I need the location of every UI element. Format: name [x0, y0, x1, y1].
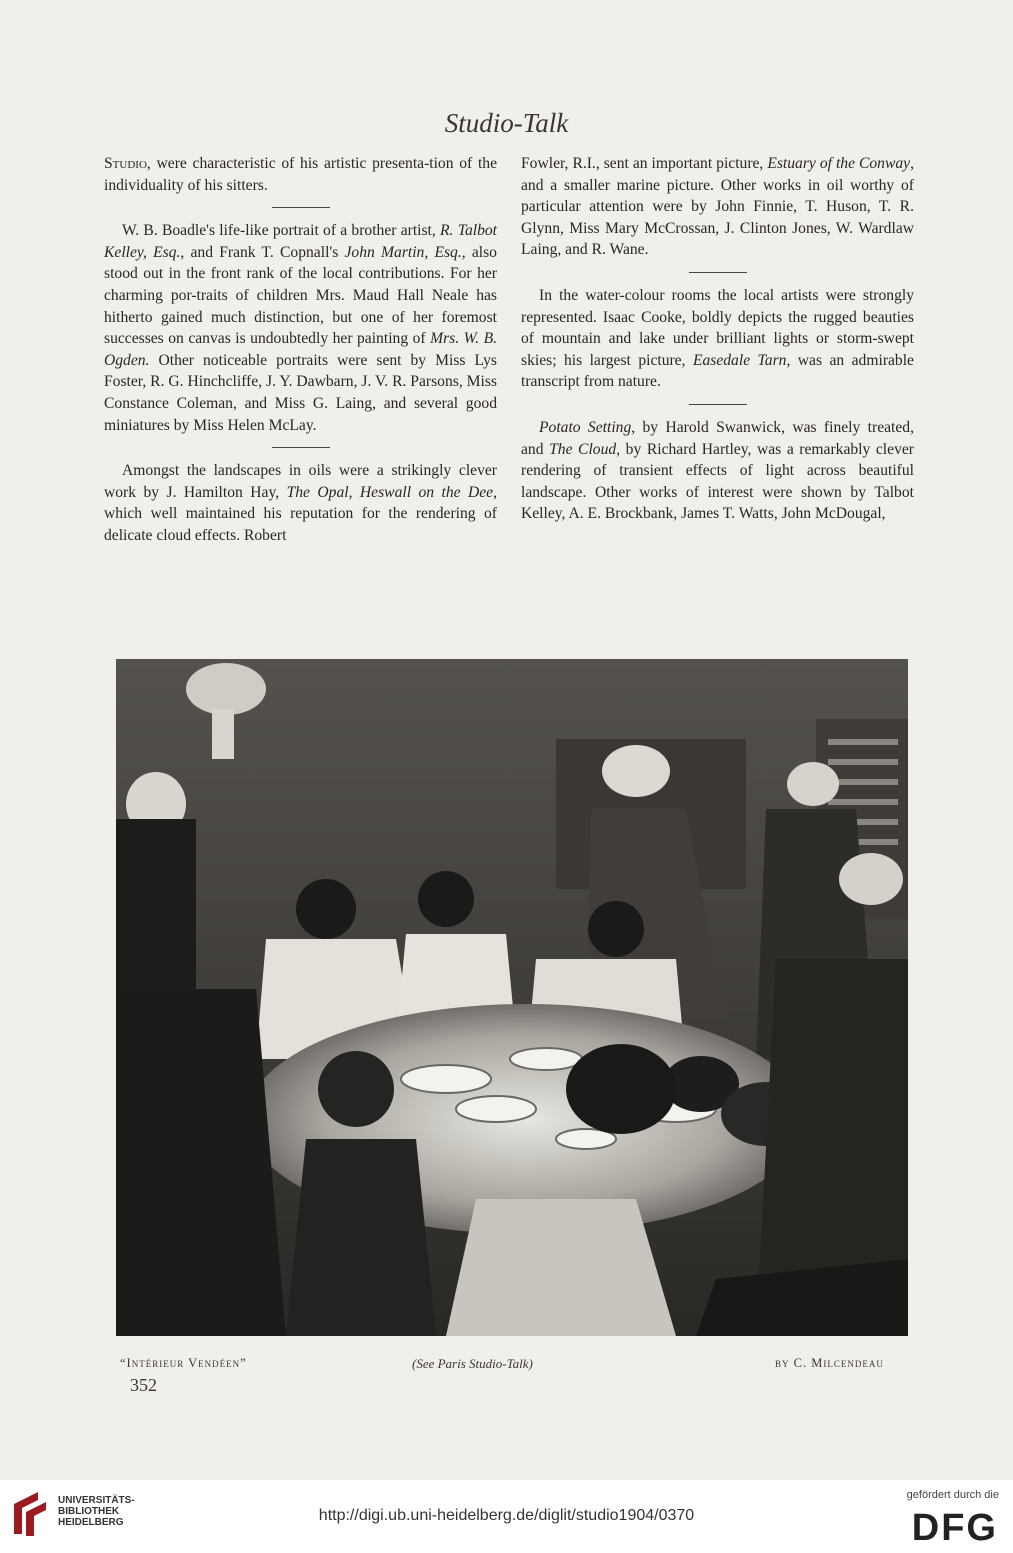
dfg-logo: DFG [911, 1507, 998, 1549]
page-number: 352 [130, 1375, 157, 1395]
footer-bar [0, 1480, 1013, 1553]
paragraph [104, 460, 497, 546]
text-run: Other noticeable portraits were sent by Miss Lys Foster, R. G. Hinchcliffe, J. Y. Dawbarn, J. V. R. Parsons, Miss Constance Coleman, and Miss G. Laing, and several good miniatures by Miss Helen McLay. [104, 351, 497, 434]
text-run: The Opal, Heswall on the Dee [286, 483, 494, 501]
text-run: The Cloud [549, 440, 617, 458]
right-column [521, 153, 914, 525]
text-run: , and Frank T. Copnall's [180, 243, 345, 261]
painting-illustration [116, 659, 908, 1336]
section-divider [272, 447, 330, 448]
paragraph [104, 153, 497, 196]
text-run: , was an admirable transcript from nature. [521, 351, 914, 391]
page-header-title: Studio-Talk [444, 108, 569, 138]
source-url[interactable]: http://digi.ub.uni-heidelberg.de/diglit/studio1904/0370 [318, 1507, 695, 1524]
text-run: , were characteristic of his artistic presenta-tion of the individuality of his sitters. [104, 155, 497, 194]
text-run: In the water-colour rooms the local artists were strongly represented. Isaac Cooke, boldly depicts the rugged beauties of mountain and lake under brilliant lights or storm-swept skies; his largest picture, [521, 286, 914, 369]
institution-line: HEIDELBERG [58, 1517, 124, 1528]
text-run: W. B. Boadle's life-like portrait of a brother artist, [122, 222, 441, 240]
section-divider [689, 272, 747, 273]
institution-line: UNIVERSITÄTS- [58, 1495, 135, 1506]
text-run: , and a smaller marine picture. Other works in oil worthy of particular attention were by John Finnie, T. Huson, T. R. Glynn, Miss Mary McCrossan, J. Clinton Jones, W. Wardlaw Laing, and R. Wane. [521, 155, 914, 259]
paragraph [521, 153, 914, 261]
text-run: John Martin, Esq. [344, 243, 462, 261]
text-run: , by Richard Hartley, was a remarkably clever rendering of transient effects of light across beautiful landscape. Other works of interest were shown by Talbot Kelley, A. E. Brockbank, James T. Watts, John McDougal, [521, 440, 914, 523]
text-run: , which well maintained his reputation for the rendering of delicate cloud effects. Robert [104, 483, 497, 544]
caption-artist: by C. Milcendeau [775, 1356, 884, 1370]
caption-title: “Intérieur Vendéen” [120, 1356, 247, 1370]
text-run: Estuary of the Conway [767, 155, 911, 172]
text-run: Mrs. W. B. Ogden. [104, 330, 498, 369]
caption-reference: (See Paris Studio-Talk) [412, 1356, 533, 1371]
text-run: Easedale Tarn [692, 351, 787, 369]
text-run: Potato Setting [539, 418, 632, 436]
left-column [104, 153, 497, 547]
paragraph [104, 220, 497, 436]
painting-scene [116, 659, 908, 1336]
text-run: R. Talbot Kelley, Esq. [104, 222, 497, 261]
text-run: Amongst the landscapes in oils were a strikingly clever work by J. Hamilton Hay, [104, 462, 497, 501]
section-divider [272, 207, 330, 208]
text-run: Studio [104, 155, 147, 172]
section-divider [689, 404, 747, 405]
institution-line: BIBLIOTHEK [58, 1506, 120, 1517]
paragraph [521, 417, 914, 525]
text-run: Fowler, R.I., sent an important picture, [521, 155, 768, 172]
text-run: , also stood out in the front rank of the local contributions. For her charming por-traits of children Mrs. Maud Hall Neale has hitherto gained much distinction, but one of her foremost successes on canvas is undoubtedly her painting of [104, 243, 497, 348]
funded-by-label: gefördert durch die [906, 1489, 999, 1501]
text-run: , by Harold Swanwick, was finely treated, and [521, 418, 914, 458]
paragraph [521, 285, 914, 393]
